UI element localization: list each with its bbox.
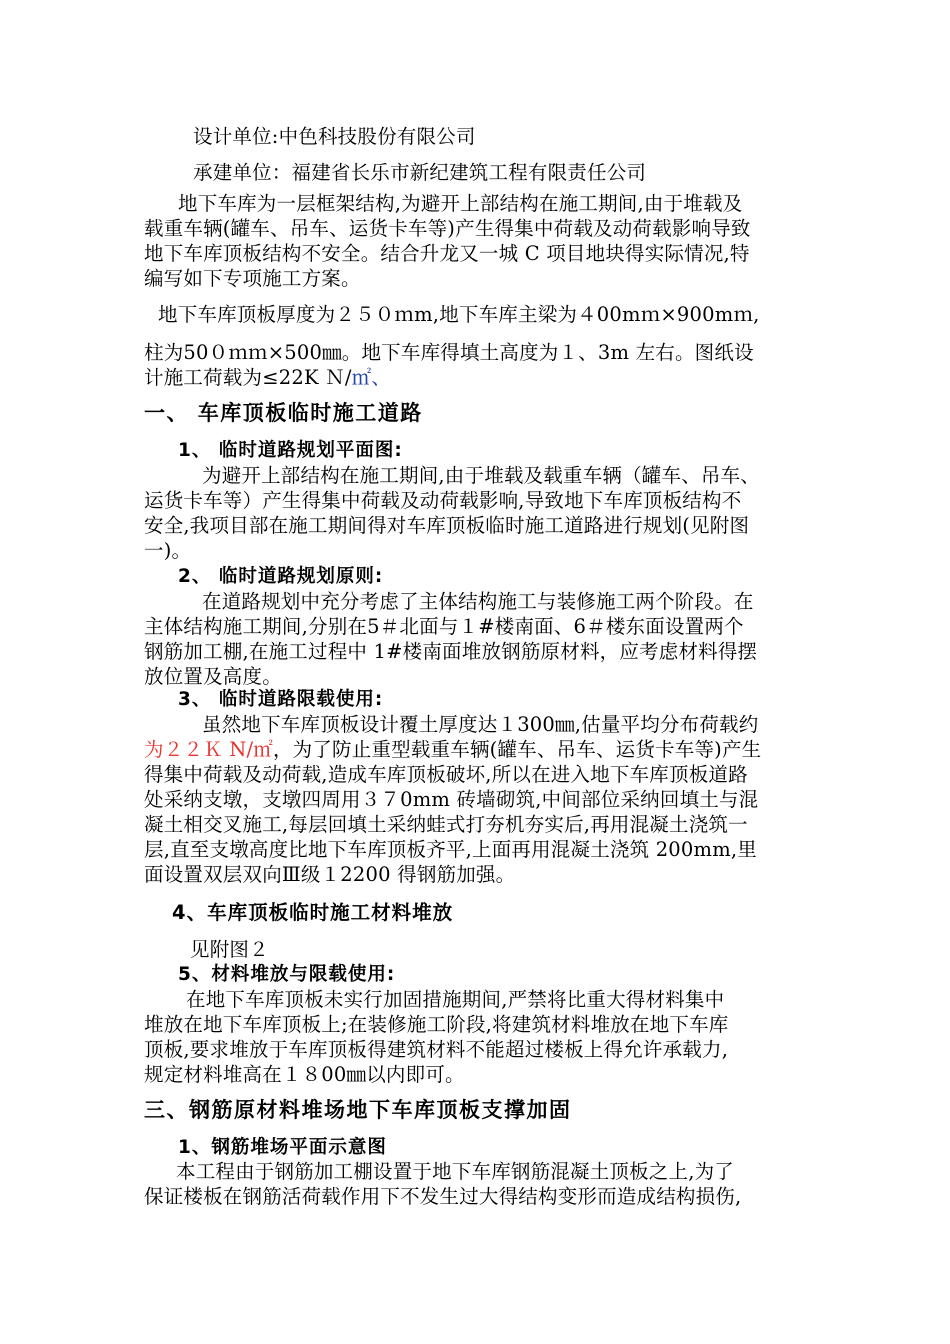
subsection-3-1-line: 本工程由于钢筋加工棚设置于地下车库钢筋混凝土顶板之上,为了 xyxy=(176,1160,734,1183)
subsection-1-2-heading: 2、 临时道路规划原则: xyxy=(178,566,384,587)
section-1-heading: 一、 车库顶板临时施工道路 xyxy=(144,401,423,425)
contractor-line: 承建单位：福建省长乐市新纪建筑工程有限责任公司 xyxy=(193,161,647,184)
intro-paragraph-line: 地下车库顶板结构不安全。结合升龙又一城 C 项目地块得实际情况,特 xyxy=(144,242,750,265)
subsection-1-5-heading: 5、材料堆放与限载使用: xyxy=(178,964,396,985)
subsection-1-3-line xyxy=(144,737,844,762)
subsection-1-3-line: 处采纳支墩，支墩四周用３７0mm 砖墙砌筑,中间部位采纳回填土与混 xyxy=(144,788,759,811)
subsection-1-1-heading: 1、 临时道路规划平面图: xyxy=(178,440,403,461)
design-unit-line: 设计单位:中色科技股份有限公司 xyxy=(193,125,476,148)
subsection-1-3-line: 凝土相交叉施工,每层回填土采纳蛙式打夯机夯实后,再用混凝土浇筑一 xyxy=(144,813,748,836)
subsection-1-5-line: 规定材料堆高在１８00㎜以内即可。 xyxy=(144,1063,465,1086)
subsection-1-2-line: 钢筋加工棚,在施工过程中 1#楼南面堆放钢筋原材料，应考虑材料得摆 xyxy=(144,640,758,663)
subsection-1-1-line: 一)。 xyxy=(144,539,192,562)
subsection-1-3-line: 虽然地下车库顶板设计覆土厚度达１300㎜,估量平均分布荷载约 xyxy=(202,713,759,736)
subsection-1-1-line: 为避开上部结构在施工期间,由于堆载及载重车辆（罐车、吊车、 xyxy=(202,464,760,487)
subsection-3-1-line: 保证楼板在钢筋活荷载作用下不发生过大得结构变形而造成结构损伤, xyxy=(144,1185,742,1208)
load-limit-highlight: 为２２Ｋ N/㎡ xyxy=(144,738,273,761)
subsection-1-4-heading: 4、车库顶板临时施工材料堆放 xyxy=(172,901,454,924)
specs-paragraph-line: 地下车库顶板厚度为２５０ｍm,地下车库主梁为４00mｍ×900mｍ, xyxy=(158,303,760,326)
subsection-1-3-line: 面设置双层双向Ⅲ级１2200 得钢筋加强。 xyxy=(144,863,516,886)
specs-paragraph-line xyxy=(144,365,844,390)
subsection-3-1-heading: 1、钢筋堆场平面示意图 xyxy=(178,1137,387,1158)
subsection-1-3-line: 层,直至支墩高度比地下车库顶板齐平,上面再用混凝土浇筑 200mm,里 xyxy=(144,838,757,861)
subsection-1-4-text: 见附图２ xyxy=(190,938,269,961)
specs-paragraph-line: 柱为50０ｍｍ×500㎜。地下车库得填土高度为１、3m 左右。图纸设 xyxy=(144,341,754,364)
subsection-1-2-line: 主体结构施工期间,分别在5＃北面与１#楼南面、6＃楼东面设置两个 xyxy=(144,615,744,638)
subsection-1-2-line: 放位置及高度。 xyxy=(144,665,282,688)
subsection-1-2-line: 在道路规划中充分考虑了主体结构施工与装修施工两个阶段。在 xyxy=(202,590,754,613)
subsection-1-5-line: 堆放在地下车库顶板上;在装修施工阶段,将建筑材料堆放在地下车库 xyxy=(144,1013,729,1036)
subsection-1-3-heading: 3、 临时道路限载使用: xyxy=(178,689,384,710)
intro-paragraph-line: 地下车库为一层框架结构,为避开上部结构在施工期间,由于堆载及 xyxy=(178,192,743,215)
specs-load-unit: ㎡、 xyxy=(351,366,391,389)
subsection-1-5-line: 在地下车库顶板未实行加固措施期间,严禁将比重大得材料集中 xyxy=(186,988,725,1011)
subsection-1-1-line: 运货卡车等）产生得集中荷载及动荷载影响,导致地下车库顶板结构不 xyxy=(144,489,742,512)
load-limit-rest: ，为了防止重型载重车辆(罐车、吊车、运货卡车等)产生 xyxy=(272,738,762,761)
section-3-heading: 三、钢筋原材料堆场地下车库顶板支撑加固 xyxy=(144,1098,572,1122)
subsection-1-5-line: 顶板,要求堆放于车库顶板得建筑材料不能超过楼板上得允许承载力, xyxy=(144,1038,729,1061)
intro-paragraph-line: 编写如下专项施工方案。 xyxy=(144,267,361,290)
specs-load-text: 计施工荷载为≤22K Ｎ/ xyxy=(144,366,352,389)
intro-paragraph-line: 载重车辆(罐车、吊车、运货卡车等)产生得集中荷载及动荷载影响导致 xyxy=(144,217,751,240)
subsection-1-3-line: 得集中荷载及动荷载,造成车库顶板破坏,所以在进入地下车库顶板道路 xyxy=(144,763,748,786)
subsection-1-1-line: 安全,我项目部在施工期间得对车库顶板临时施工道路进行规划(见附图 xyxy=(144,514,750,537)
